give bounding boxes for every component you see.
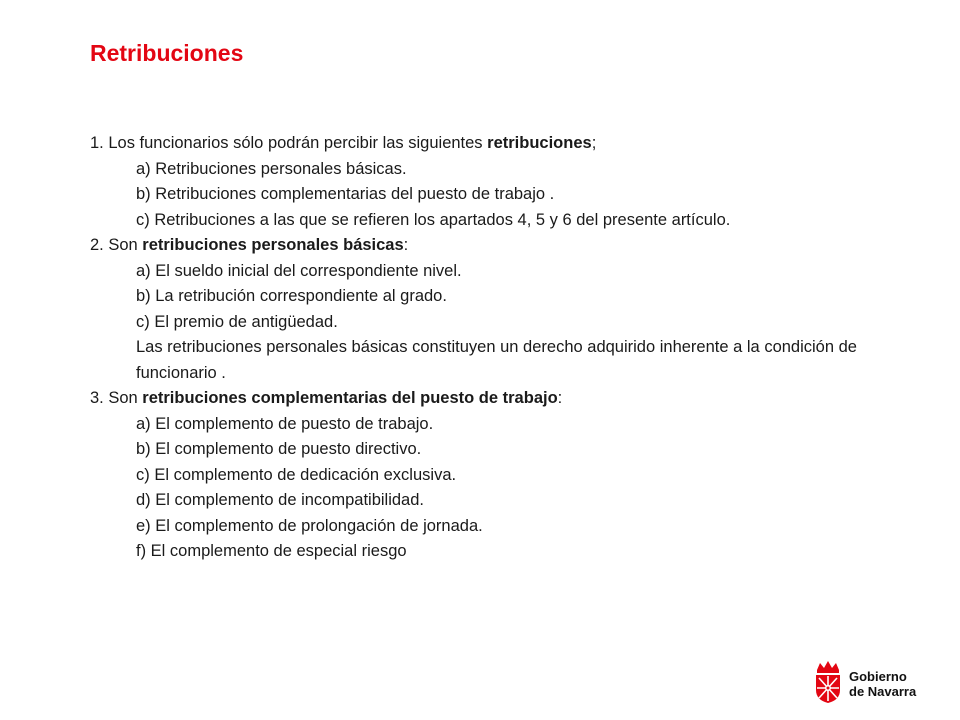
paragraph-2-note: Las retribuciones personales básicas constituyen un derecho adquirido inherente a la condición de funcionario . xyxy=(136,338,857,382)
list-item: c) Retribuciones a las que se refieren los apartados 4, 5 y 6 del presente artículo. xyxy=(136,210,731,229)
p3-prefix: 3. Son xyxy=(90,389,143,407)
logo-text xyxy=(849,669,916,699)
list-item: c) El premio de antigüedad. xyxy=(136,312,338,331)
paragraph-2-heading xyxy=(90,233,880,259)
list-item: a) El complemento de puesto de trabajo. xyxy=(136,414,434,433)
list-item: f) El complemento de especial riesgo xyxy=(136,542,407,560)
list-item: a) Retribuciones personales básicas. xyxy=(136,159,407,178)
navarra-coat-of-arms-icon xyxy=(813,660,843,709)
paragraph-3-heading xyxy=(90,386,880,412)
slide-body xyxy=(90,131,880,565)
list-item: a) El sueldo inicial del correspondiente nivel. xyxy=(136,261,462,280)
list-item: b) La retribución correspondiente al grado. xyxy=(136,287,447,305)
slide-title: Retribuciones xyxy=(90,40,244,66)
p2-bold-term: retribuciones personales básicas xyxy=(142,236,404,254)
p2-prefix: 2. Son xyxy=(90,236,143,254)
list-item: b) Retribuciones complementarias del puesto de trabajo . xyxy=(136,185,555,203)
list-item: e) El complemento de prolongación de jornada. xyxy=(136,516,483,535)
p1-prefix: 1. Los funcionarios sólo podrán percibir las siguientes xyxy=(90,134,488,152)
list-item: c) El complemento de dedicación exclusiva. xyxy=(136,465,457,484)
list-item: d) El complemento de incompatibilidad. xyxy=(136,491,424,509)
gobierno-de-navarra-logo xyxy=(813,660,933,708)
p3-bold-term: retribuciones complementarias del puesto de trabajo xyxy=(142,389,558,407)
p2-suffix: : xyxy=(403,236,409,254)
logo-line-2: de Navarra xyxy=(849,684,917,699)
p1-suffix: ; xyxy=(591,134,597,152)
list-item: b) El complemento de puesto directivo. xyxy=(136,440,422,458)
p3-suffix: : xyxy=(557,389,563,407)
p1-bold-term: retribuciones xyxy=(487,134,592,152)
paragraph-1-heading xyxy=(90,131,880,157)
logo-line-1: Gobierno xyxy=(849,669,907,684)
